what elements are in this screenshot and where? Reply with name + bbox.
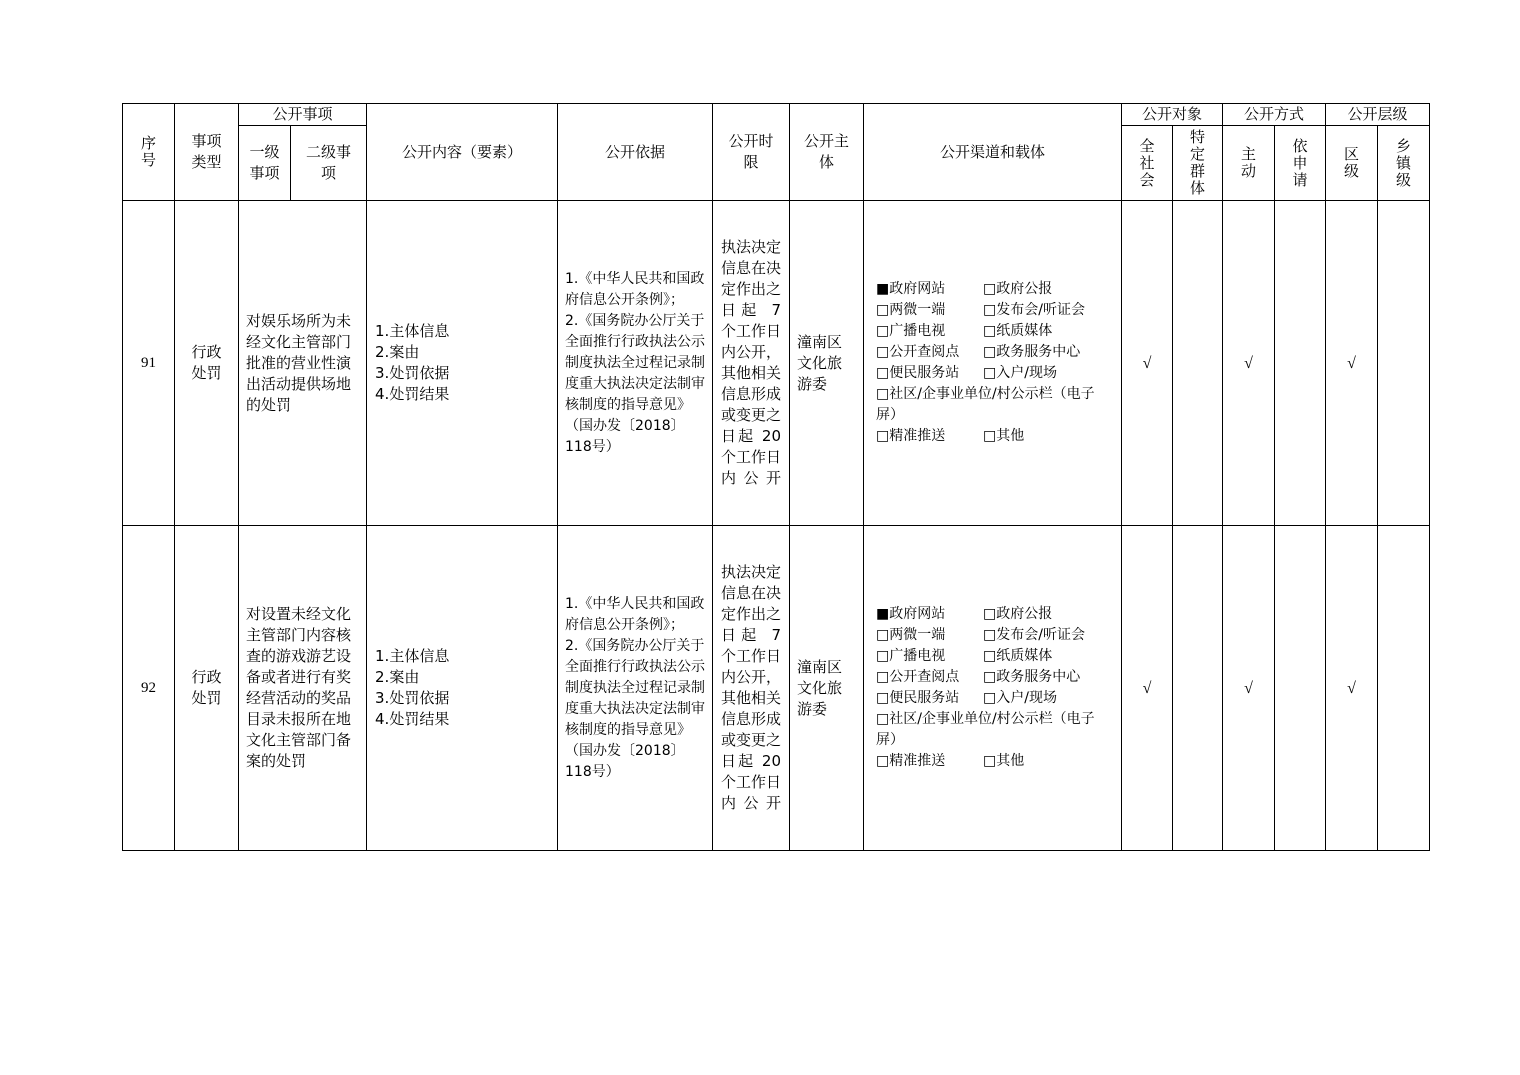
row-subject: 潼南区文化旅游委 <box>790 201 864 526</box>
content-line: 4.处罚结果 <box>375 385 450 403</box>
row-level-town <box>1378 526 1430 851</box>
channel-row: □公开查阅点 □政务服务中心 <box>876 344 1081 360</box>
row-target-all: √ <box>1122 526 1173 851</box>
row-item <box>239 526 367 851</box>
channel-row: □精准推送 □其他 <box>876 428 1025 444</box>
header-channel: 公开渠道和载体 <box>864 104 1122 201</box>
header-subject: 公开主体 <box>790 104 864 201</box>
row-seq: 91 <box>123 201 175 526</box>
header-target-group: 公开对象 <box>1122 104 1223 126</box>
channel-row: □广播电视 □纸质媒体 <box>876 648 1053 664</box>
header-type: 事项类型 <box>175 104 239 201</box>
channel-row: ■政府网站 □政府公报 <box>876 606 1053 622</box>
channel-row: □社区/企事业单位/村公示栏（电子屏） <box>876 386 1095 423</box>
content-line: 1.主体信息 <box>375 322 450 340</box>
channel-row: □社区/企事业单位/村公示栏（电子屏） <box>876 711 1095 748</box>
channel-row: □广播电视 □纸质媒体 <box>876 323 1053 339</box>
row-basis <box>558 201 713 526</box>
header-method-apply: 依申请 <box>1275 126 1326 201</box>
channel-row: □便民服务站 □入户/现场 <box>876 690 1057 706</box>
row-channels <box>864 201 1122 526</box>
header-limit: 公开时限 <box>713 104 790 201</box>
row-seq: 92 <box>123 526 175 851</box>
row-method-active: √ <box>1223 201 1275 526</box>
channel-row: □两微一端 □发布会/听证会 <box>876 302 1085 318</box>
header-item-group: 公开事项 <box>239 104 367 126</box>
header-seq: 序号 <box>123 104 175 201</box>
content-line: 4.处罚结果 <box>375 710 450 728</box>
channel-row: □便民服务站 □入户/现场 <box>876 365 1057 381</box>
row-type: 行政处罚 <box>175 201 239 526</box>
row-content <box>367 526 558 851</box>
row-method-apply <box>1275 526 1326 851</box>
row-item <box>239 201 367 526</box>
channel-row: □公开查阅点 □政务服务中心 <box>876 669 1081 685</box>
row-channels <box>864 526 1122 851</box>
header-row-top <box>123 104 1430 126</box>
header-level-town: 乡镇级 <box>1378 126 1430 201</box>
content-line: 3.处罚依据 <box>375 689 450 707</box>
header-method-group: 公开方式 <box>1223 104 1326 126</box>
row-basis <box>558 526 713 851</box>
basis-line: 1.《中华人民共和国政府信息公开条例》； <box>565 270 705 308</box>
basis-line: 2.《国务院办公厅关于全面推行行政执法公示制度执法全过程记录制度重大执法决定法制审核制度的指导意见》（国办发〔2018〕118号） <box>565 637 706 780</box>
header-target-specific: 特定群体 <box>1173 126 1223 201</box>
row-method-active: √ <box>1223 526 1275 851</box>
row-target-specific <box>1173 201 1223 526</box>
content-line: 3.处罚依据 <box>375 364 450 382</box>
basis-line: 2.《国务院办公厅关于全面推行行政执法公示制度执法全过程记录制度重大执法决定法制审核制度的指导意见》（国办发〔2018〕118号） <box>565 312 706 455</box>
header-content: 公开内容（要素） <box>367 104 558 201</box>
row-target-all: √ <box>1122 201 1173 526</box>
header-level2: 二级事项 <box>291 126 367 201</box>
content-line: 2.案由 <box>375 668 420 686</box>
row-method-apply <box>1275 201 1326 526</box>
row-limit: 执法决定信息在决定作出之日起 7 个工作日内公开，其他相关信息形成或变更之日起 20 个工作日内公开 <box>713 526 790 851</box>
header-level-district: 区级 <box>1326 126 1378 201</box>
table-row <box>123 201 1430 526</box>
table-row <box>123 526 1430 851</box>
header-method-active: 主动 <box>1223 126 1275 201</box>
row-limit: 执法决定信息在决定作出之日起 7 个工作日内公开，其他相关信息形成或变更之日起 20 个工作日内公开 <box>713 201 790 526</box>
row-level2: 对娱乐场所为未经文化主管部门批准的营业性演出活动提供场地的处罚 <box>246 311 352 414</box>
row-type: 行政处罚 <box>175 526 239 851</box>
disclosure-table <box>122 103 1430 851</box>
row-target-specific <box>1173 526 1223 851</box>
header-target-all: 全社会 <box>1122 126 1173 201</box>
row-subject: 潼南区文化旅游委 <box>790 526 864 851</box>
row-level-district: √ <box>1326 201 1378 526</box>
row-level-district: √ <box>1326 526 1378 851</box>
content-line: 1.主体信息 <box>375 647 450 665</box>
channel-row: □精准推送 □其他 <box>876 753 1025 769</box>
channel-row: □两微一端 □发布会/听证会 <box>876 627 1085 643</box>
header-level1: 一级事项 <box>239 126 291 201</box>
header-basis: 公开依据 <box>558 104 713 201</box>
channel-row: ■政府网站 □政府公报 <box>876 281 1053 297</box>
basis-line: 1.《中华人民共和国政府信息公开条例》； <box>565 595 705 633</box>
row-level2: 对设置未经文化主管部门内容核查的游戏游艺设备或者进行有奖经营活动的奖品目录未报所在地文化主管部门备案的处罚 <box>246 605 352 770</box>
row-level-town <box>1378 201 1430 526</box>
row-content <box>367 201 558 526</box>
header-level-group: 公开层级 <box>1326 104 1430 126</box>
content-line: 2.案由 <box>375 343 420 361</box>
